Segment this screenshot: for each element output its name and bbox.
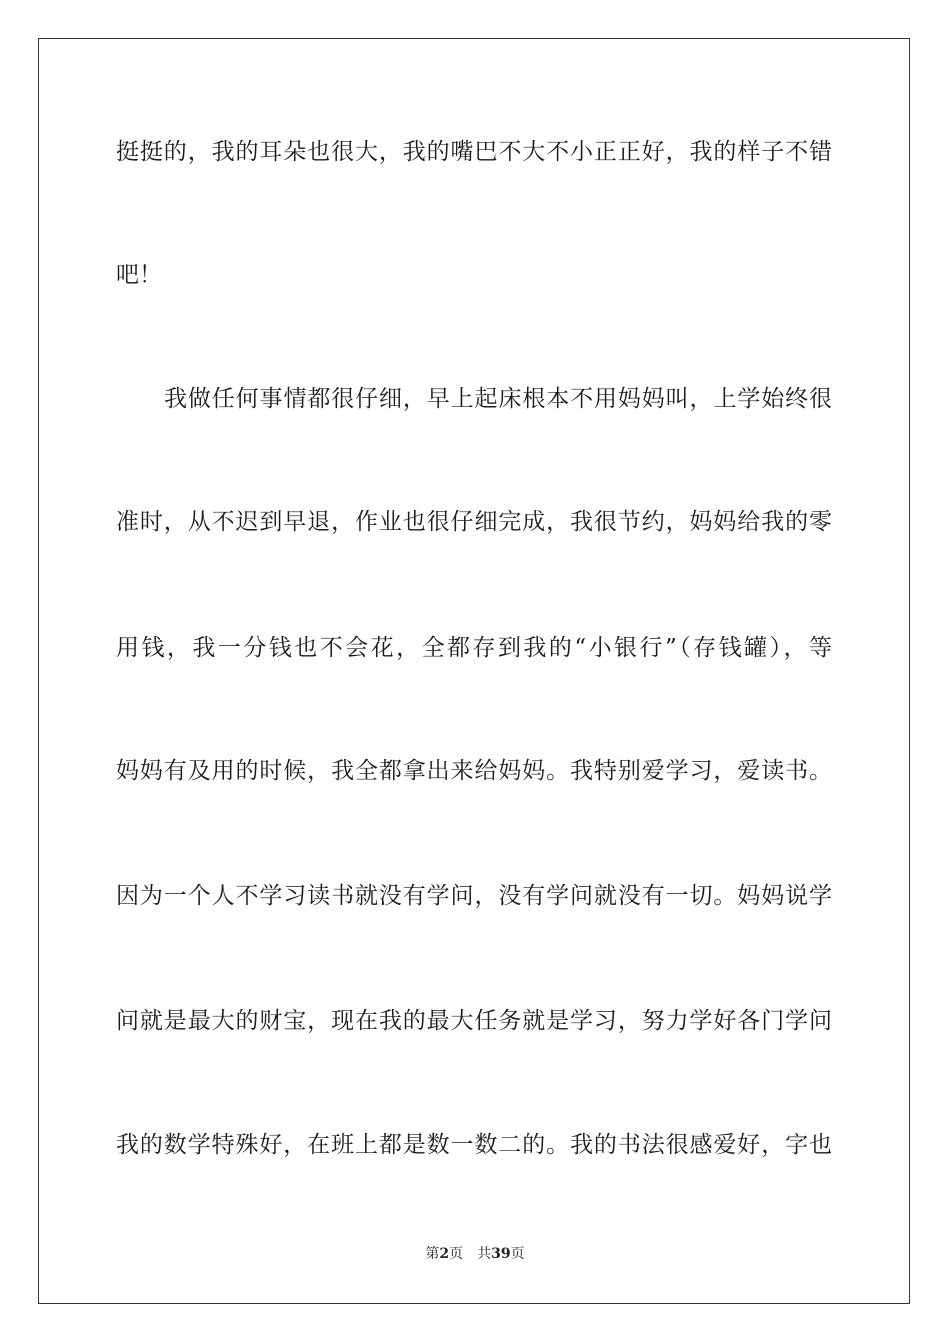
footer-page-prefix: 第 xyxy=(425,1246,440,1262)
footer-total-prefix: 共 xyxy=(477,1246,492,1262)
page-footer xyxy=(0,1244,950,1264)
body-line-5: 用钱，我一分钱也不会花，全都存到我的“小银行”（存钱罐），等 xyxy=(116,635,832,661)
body-line-4: 准时，从不迟到早退，作业也很仔细完成，我很节约，妈妈给我的零 xyxy=(116,509,832,535)
body-line-9: 我的数学特殊好，在班上都是数一数二的。我的书法很感爱好，字也 xyxy=(116,1132,832,1158)
body-line-1: 挺挺的，我的耳朵也很大，我的嘴巴不大不小正正好，我的样子不错 xyxy=(116,139,832,165)
body-line-7: 因为一个人不学习读书就没有学问，没有学问就没有一切。妈妈说学 xyxy=(116,883,832,909)
body-line-8: 问就是最大的财宝，现在我的最大任务就是学习，努力学好各门学问 xyxy=(116,1008,832,1034)
body-line-6: 妈妈有及用的时候，我全都拿出来给妈妈。我特别爱学习，爱读书。 xyxy=(116,758,832,784)
page-border xyxy=(38,38,910,1304)
body-line-3: 我做任何事情都很仔细，早上起床根本不用妈妈叫，上学始终很 xyxy=(164,386,832,412)
footer-page-number: 2 xyxy=(439,1246,450,1262)
body-line-2: 吧！ xyxy=(116,262,162,288)
footer-total-suffix: 页 xyxy=(510,1246,525,1262)
footer-total-number: 39 xyxy=(491,1246,511,1262)
footer-page-suffix: 页 xyxy=(449,1246,464,1262)
